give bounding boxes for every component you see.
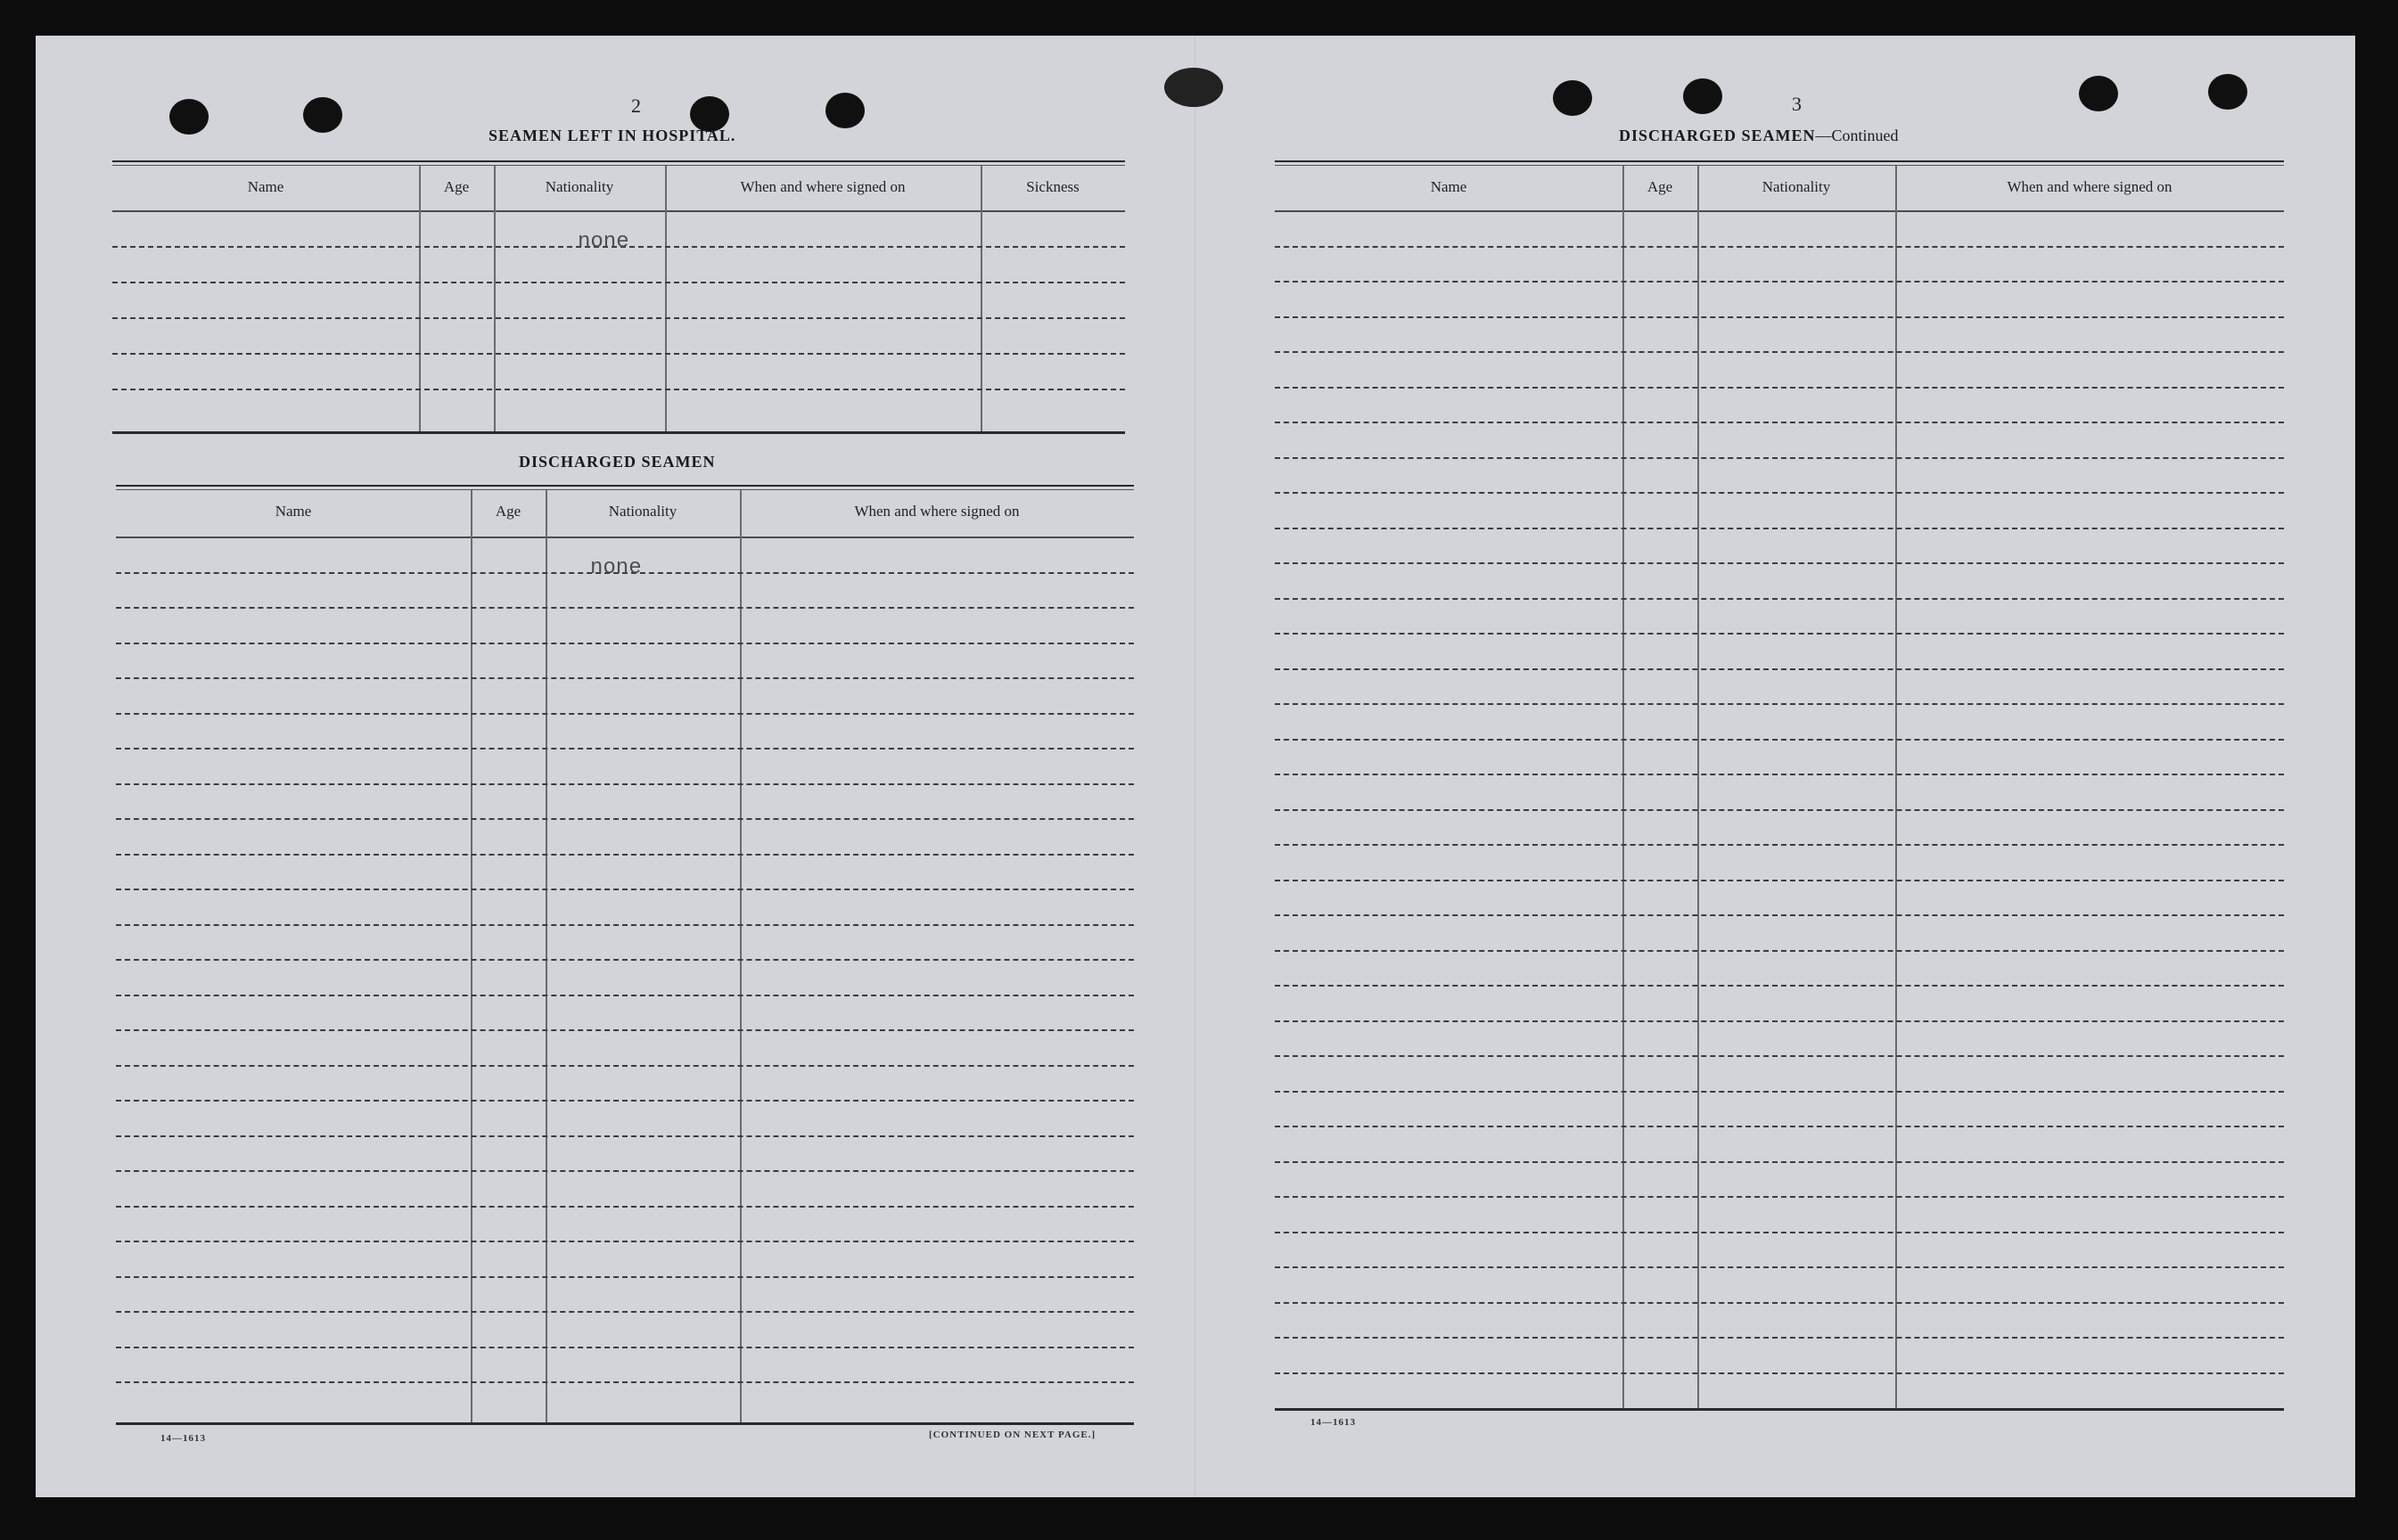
- ruled-line: [1275, 985, 2284, 987]
- ruled-line: [1275, 1020, 2284, 1022]
- ruled-line: [1275, 457, 2284, 459]
- hospital-entry: none: [578, 230, 629, 254]
- form-number-left: 14—1613: [160, 1433, 206, 1444]
- ruled-line: [116, 1347, 1134, 1348]
- table-top-rule: [112, 165, 1125, 166]
- ruled-line: [1275, 739, 2284, 741]
- ruled-line: [1275, 1091, 2284, 1093]
- ruled-line: [116, 959, 1134, 961]
- table-bottom-rule: [116, 1422, 1134, 1425]
- ruled-line: [116, 1135, 1134, 1137]
- ruled-line: [1275, 844, 2284, 846]
- ruled-line: [116, 1065, 1134, 1067]
- ruled-line: [1275, 703, 2284, 705]
- punch-hole: [1683, 78, 1722, 114]
- hospital-section-title: SEAMEN LEFT IN HOSPITAL.: [489, 127, 736, 144]
- ruled-line: [116, 924, 1134, 926]
- table-top-rule: [1275, 160, 2284, 162]
- ruled-line: [116, 818, 1134, 820]
- column-divider: [981, 166, 982, 431]
- ruled-line: [116, 607, 1134, 609]
- ruled-line: [116, 1241, 1134, 1242]
- header-name: Name: [1430, 178, 1467, 195]
- column-divider: [546, 490, 547, 1422]
- table-top-rule: [112, 160, 1125, 162]
- form-number-right: 14—1613: [1310, 1417, 1356, 1428]
- header-age: Age: [1647, 178, 1673, 195]
- ruled-line: [112, 353, 1125, 355]
- ruled-line: [1275, 1302, 2284, 1304]
- header-age: Age: [495, 503, 521, 520]
- punch-hole: [169, 99, 209, 135]
- ruled-line: [116, 1029, 1134, 1031]
- column-divider: [665, 166, 667, 431]
- ruled-line: [1275, 1266, 2284, 1268]
- header-sickness: Sickness: [1026, 178, 1080, 195]
- header-nationality: Nationality: [608, 503, 678, 520]
- header-nationality: Nationality: [545, 178, 614, 195]
- table-bottom-rule: [1275, 1408, 2284, 1411]
- ruled-line: [1275, 950, 2284, 952]
- punch-hole: [1553, 80, 1592, 116]
- ruled-line: [112, 317, 1125, 319]
- ink-blot: [1164, 68, 1223, 107]
- page-number-right: 3: [1792, 93, 1802, 115]
- ruled-line: [1275, 880, 2284, 881]
- ruled-line: [116, 677, 1134, 679]
- ruled-line: [116, 1311, 1134, 1313]
- header-name: Name: [247, 178, 284, 195]
- table-top-rule: [116, 489, 1134, 490]
- punch-hole: [303, 97, 342, 133]
- ruled-line: [116, 889, 1134, 890]
- ruled-line: [116, 783, 1134, 785]
- ruled-line: [1275, 562, 2284, 564]
- ruled-line: [1275, 316, 2284, 318]
- ledger-sheet: [36, 36, 2355, 1497]
- ruled-line: [116, 1100, 1134, 1102]
- table-header-rule: [116, 537, 1134, 538]
- header-signed-on: When and where signed on: [740, 178, 906, 195]
- header-age: Age: [443, 178, 470, 195]
- ruled-line: [116, 643, 1134, 644]
- punch-hole: [2208, 74, 2247, 110]
- table-bottom-rule: [112, 431, 1125, 434]
- ruled-line: [1275, 1372, 2284, 1374]
- column-divider: [740, 490, 742, 1422]
- ruled-line: [1275, 1337, 2284, 1339]
- ruled-line: [116, 713, 1134, 715]
- header-signed-on: When and where signed on: [2007, 178, 2172, 195]
- column-divider: [419, 166, 421, 431]
- ruled-line: [1275, 1161, 2284, 1163]
- ruled-line: [116, 748, 1134, 750]
- ruled-line: [1275, 598, 2284, 600]
- page-number-left: 2: [631, 94, 641, 117]
- punch-hole: [2079, 76, 2118, 111]
- ruled-line: [1275, 281, 2284, 283]
- table-top-rule: [1275, 165, 2284, 166]
- ruled-line: [1275, 246, 2284, 248]
- table-header-rule: [112, 210, 1125, 212]
- header-nationality: Nationality: [1762, 178, 1831, 195]
- ruled-line: [112, 389, 1125, 390]
- title-suffix: —Continued: [1815, 127, 1899, 144]
- header-name: Name: [275, 503, 312, 520]
- table-header-rule: [1275, 210, 2284, 212]
- ruled-line: [112, 282, 1125, 283]
- ruled-line: [1275, 633, 2284, 635]
- punch-hole: [825, 93, 865, 128]
- discharged-section-title: DISCHARGED SEAMEN: [519, 453, 716, 471]
- column-divider: [471, 490, 472, 1422]
- ruled-line: [1275, 492, 2284, 494]
- title-main: DISCHARGED SEAMEN: [1619, 127, 1816, 144]
- ruled-line: [1275, 1196, 2284, 1198]
- discharged-entry: none: [590, 556, 642, 580]
- ruled-line: [1275, 422, 2284, 423]
- ruled-line: [1275, 1126, 2284, 1127]
- ruled-line: [1275, 387, 2284, 389]
- ruled-line: [116, 1276, 1134, 1278]
- ruled-line: [116, 995, 1134, 996]
- discharged-continued-title: [1619, 127, 1899, 145]
- column-divider: [494, 166, 496, 431]
- ruled-line: [1275, 668, 2284, 670]
- continued-note: [CONTINUED ON NEXT PAGE.]: [929, 1429, 1096, 1440]
- table-top-rule: [116, 485, 1134, 487]
- ruled-line: [1275, 528, 2284, 529]
- ruled-line: [1275, 1232, 2284, 1233]
- ruled-line: [1275, 774, 2284, 775]
- ruled-line: [116, 854, 1134, 856]
- header-signed-on: When and where signed on: [854, 503, 1020, 520]
- ruled-line: [1275, 351, 2284, 353]
- ruled-line: [116, 1206, 1134, 1208]
- ruled-line: [1275, 809, 2284, 811]
- ruled-line: [1275, 914, 2284, 916]
- ruled-line: [1275, 1055, 2284, 1057]
- ruled-line: [116, 1170, 1134, 1172]
- ruled-line: [116, 1381, 1134, 1383]
